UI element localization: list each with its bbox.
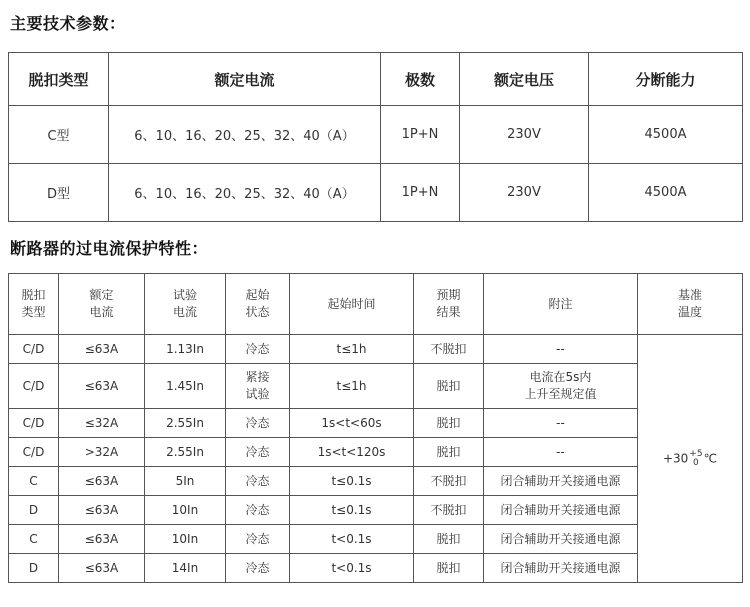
cell-initial-state: [226, 438, 290, 467]
main-params-heading: 主要技术参数：: [10, 14, 126, 33]
header-reference-temperature: [638, 274, 743, 335]
temperature-unit: ℃: [703, 451, 718, 465]
cell-rated-current: >32A: [59, 438, 145, 467]
header-rated-current: [59, 274, 145, 335]
cell-initial-state-line: 冷态: [245, 502, 270, 517]
cell-rated-current: 6、10、16、20、25、32、40（A）: [109, 164, 381, 222]
temperature-tolerance-lower: 0: [693, 457, 699, 468]
cell-test-current: 10In: [145, 525, 226, 554]
cell-initial-state: [226, 496, 290, 525]
cell-rated-current: ≤63A: [59, 467, 145, 496]
cell-initial-state-line: 试验: [245, 387, 270, 401]
cell-initial-state-line: 冷态: [245, 341, 270, 356]
overcurrent-row: [9, 438, 743, 467]
cell-trip-type: D型: [9, 164, 109, 222]
header-line: 状态: [245, 305, 270, 319]
cell-initial-state-line: 冷态: [245, 415, 270, 430]
cell-expected-result: 脱扣: [414, 364, 484, 409]
cell-test-current: 10In: [145, 496, 226, 525]
header-line: 结果: [436, 305, 461, 319]
header-start-time: [290, 274, 414, 335]
cell-note-line: 电流在5s内: [529, 370, 592, 384]
cell-expected-result: 脱扣: [414, 438, 484, 467]
header-breaking-capacity: 分断能力: [589, 53, 743, 106]
cell-note-line: 上升至规定值: [524, 387, 597, 401]
cell-poles: 1P+N: [381, 106, 460, 164]
cell-breaking-capacity: 4500A: [589, 106, 743, 164]
cell-rated-current: ≤63A: [59, 335, 145, 364]
cell-rated-voltage: 230V: [460, 164, 589, 222]
cell-note: [484, 496, 638, 525]
main-params-row: [9, 164, 743, 222]
header-trip-type: [9, 274, 59, 335]
cell-test-current: 2.55In: [145, 438, 226, 467]
cell-trip-type: C型: [9, 106, 109, 164]
cell-initial-state-line: 冷态: [245, 444, 270, 459]
header-initial-state: [226, 274, 290, 335]
cell-rated-current: 6、10、16、20、25、32、40（A）: [109, 106, 381, 164]
cell-expected-result: 脱扣: [414, 525, 484, 554]
cell-trip-type: D: [9, 496, 59, 525]
cell-note: [484, 364, 638, 409]
cell-expected-result: 脱扣: [414, 554, 484, 583]
overcurrent-row: [9, 467, 743, 496]
main-params-header-row: [9, 53, 743, 106]
cell-rated-current: ≤63A: [59, 364, 145, 409]
cell-initial-state: [226, 335, 290, 364]
cell-rated-current: ≤63A: [59, 496, 145, 525]
cell-start-time: t<0.1s: [290, 554, 414, 583]
header-line: 脱扣: [21, 288, 46, 302]
cell-note: [484, 335, 638, 364]
cell-note-line: --: [556, 341, 565, 356]
header-expected-result: [414, 274, 484, 335]
header-trip-type: 脱扣类型: [9, 53, 109, 106]
cell-initial-state: [226, 525, 290, 554]
cell-note-line: 闭合辅助开关接通电源: [500, 473, 621, 488]
header-line: 基准: [677, 288, 702, 302]
header-line: 预期: [436, 288, 461, 302]
cell-expected-result: 脱扣: [414, 409, 484, 438]
overcurrent-row: [9, 409, 743, 438]
temperature-tolerance-upper: +5: [689, 448, 703, 459]
cell-expected-result: 不脱扣: [414, 496, 484, 525]
overcurrent-row: [9, 364, 743, 409]
cell-start-time: 1s<t<60s: [290, 409, 414, 438]
header-line: 电流: [172, 305, 197, 319]
header-line: 额定: [89, 288, 114, 302]
cell-initial-state: [226, 409, 290, 438]
cell-initial-state: [226, 364, 290, 409]
temperature-value: +30: [662, 451, 689, 465]
header-test-current: [145, 274, 226, 335]
cell-note-line: 闭合辅助开关接通电源: [500, 531, 621, 546]
header-line: 温度: [677, 305, 702, 319]
overcurrent-heading: 断路器的过电流保护特性：: [10, 239, 209, 258]
cell-trip-type: C: [9, 467, 59, 496]
cell-trip-type: C/D: [9, 438, 59, 467]
header-line: 类型: [21, 305, 46, 319]
cell-reference-temperature: [638, 335, 743, 583]
cell-start-time: t≤1h: [290, 335, 414, 364]
cell-test-current: 14In: [145, 554, 226, 583]
cell-trip-type: C: [9, 525, 59, 554]
cell-rated-current: ≤63A: [59, 525, 145, 554]
cell-initial-state-line: 冷态: [245, 531, 270, 546]
cell-initial-state: [226, 467, 290, 496]
cell-trip-type: D: [9, 554, 59, 583]
cell-start-time: t≤1h: [290, 364, 414, 409]
overcurrent-row: [9, 335, 743, 364]
cell-start-time: t<0.1s: [290, 525, 414, 554]
overcurrent-table: [8, 273, 743, 583]
cell-test-current: 1.45In: [145, 364, 226, 409]
cell-trip-type: C/D: [9, 335, 59, 364]
cell-initial-state: [226, 554, 290, 583]
cell-test-current: 5In: [145, 467, 226, 496]
cell-note: [484, 438, 638, 467]
main-params-row: [9, 106, 743, 164]
cell-initial-state-line: 冷态: [245, 560, 270, 575]
cell-trip-type: C/D: [9, 364, 59, 409]
cell-note-line: --: [556, 415, 565, 430]
overcurrent-header-row: [9, 274, 743, 335]
cell-note: [484, 409, 638, 438]
cell-poles: 1P+N: [381, 164, 460, 222]
cell-initial-state-line: 冷态: [245, 473, 270, 488]
header-poles: 极数: [381, 53, 460, 106]
cell-breaking-capacity: 4500A: [589, 164, 743, 222]
overcurrent-row: [9, 525, 743, 554]
cell-note: [484, 525, 638, 554]
cell-test-current: 1.13In: [145, 335, 226, 364]
cell-expected-result: 不脱扣: [414, 467, 484, 496]
cell-note-line: 闭合辅助开关接通电源: [500, 560, 621, 575]
cell-start-time: t≤0.1s: [290, 467, 414, 496]
header-line: 试验: [172, 288, 197, 302]
cell-rated-current: ≤63A: [59, 554, 145, 583]
cell-rated-current: ≤32A: [59, 409, 145, 438]
cell-note: [484, 467, 638, 496]
overcurrent-row: [9, 496, 743, 525]
cell-trip-type: C/D: [9, 409, 59, 438]
cell-initial-state-line: 紧接: [245, 370, 270, 384]
cell-test-current: 2.55In: [145, 409, 226, 438]
header-note: [484, 274, 638, 335]
header-line: 附注: [548, 296, 573, 311]
header-line: 起始时间: [327, 296, 376, 311]
temperature-tolerance: [689, 450, 702, 468]
header-rated-voltage: 额定电压: [460, 53, 589, 106]
main-params-table: [8, 52, 743, 222]
cell-start-time: 1s<t<120s: [290, 438, 414, 467]
header-line: 电流: [89, 305, 114, 319]
cell-note-line: 闭合辅助开关接通电源: [500, 502, 621, 517]
cell-note: [484, 554, 638, 583]
header-line: 起始: [245, 288, 270, 302]
header-rated-current: 额定电流: [109, 53, 381, 106]
cell-note-line: --: [556, 444, 565, 459]
cell-rated-voltage: 230V: [460, 106, 589, 164]
cell-expected-result: 不脱扣: [414, 335, 484, 364]
cell-start-time: t≤0.1s: [290, 496, 414, 525]
overcurrent-row: [9, 554, 743, 583]
